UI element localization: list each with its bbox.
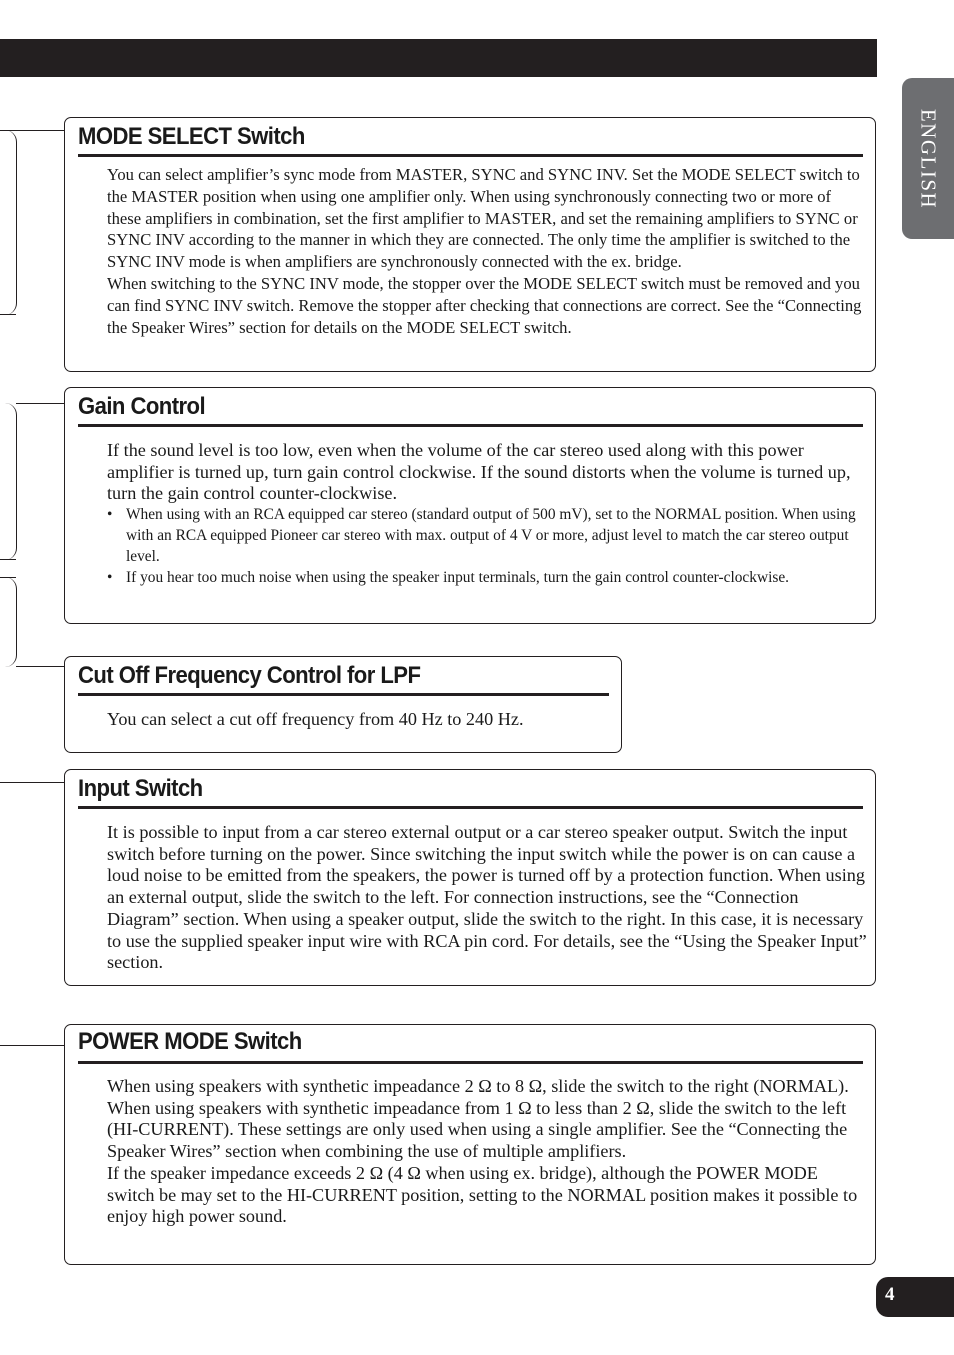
list-item: • When using with an RCA equipped car stereo (standard output of 500 mV), set to the NORMAL position. When using with an RCA equipped Pioneer car stereo with max. output of 4 V or more, adjust level to match the car stereo output level.: [107, 505, 869, 567]
bullet-list: [107, 505, 869, 588]
connector-line-2b: [0, 559, 16, 560]
connector-line-3b: [16, 666, 64, 667]
section-title: Cut Off Frequency Control for LPF: [78, 662, 421, 689]
language-tab-label: ENGLISH: [916, 108, 941, 209]
connector-line-4: [0, 782, 64, 783]
paragraph: If the speaker impedance exceeds 2 Ω (4 Ω when using ex. bridge), although the POWER MODE switch be may set to the HI-CURRENT position, setting to the NORMAL position makes it possible to enjoy high power sound.: [107, 1162, 858, 1227]
connector-bracket-3: [0, 577, 17, 667]
section-cut-off-frequency: [64, 656, 622, 753]
paragraph: When using speakers with synthetic impeadance 2 Ω to 8 Ω, slide the switch to the right (NORMAL). When using speakers with synthetic impeadance from 1 Ω to less than 2 Ω, slide the switch to the left (HI-CURRENT). These settings are only used when using a single amplifier. See the “Connecting the Speaker Wires” section when combining the use of multiple amplifiers.: [107, 1076, 849, 1162]
section-title: MODE SELECT Switch: [78, 123, 305, 150]
page-number-badge: [876, 1277, 954, 1317]
paragraph: It is possible to input from a car stereo external output or a car stereo speaker output. Switch the input switch before turning on the power. Since switching the input switch while the power is on can cause a loud noise to be emitted from the speakers, the power is turned off by a protection function. When using an external output, slide the switch to the left. For connection instructions, see the “Connection Diagram” section. When using a speaker output, slide the switch to the right. In this case, it is necessary to use the supplied speaker input wire with RCA pin cord. For details, see the “Using the Speaker Input” section.: [107, 822, 867, 973]
title-underline: [78, 154, 863, 157]
connector-line-1a: [16, 130, 64, 131]
paragraph: You can select amplifier’s sync mode from MASTER, SYNC and SYNC INV. Set the MODE SELECT switch to the MASTER position when using one amplifier only. When using synchronously connecting two or more of these amplifiers in combination, set the first amplifier to MASTER, and set the remaining amplifiers to SYNC or SYNC INV according to the manner in which they are connected. The only time the amplifier is switched to the SYNC INV mode is when amplifiers are synchronously connected with the ex. bridge.: [107, 165, 860, 272]
section-input-switch: [64, 769, 876, 986]
section-mode-select: [64, 117, 876, 372]
section-title: POWER MODE Switch: [78, 1028, 302, 1055]
connector-bracket-1-side: [0, 130, 17, 315]
connector-line-1b: [0, 314, 16, 315]
section-title: Input Switch: [78, 775, 203, 802]
language-tab: [902, 78, 954, 239]
title-underline: [78, 806, 863, 809]
connector-line-2a: [16, 403, 64, 404]
paragraph: If the sound level is too low, even when the volume of the car stereo used along with this power amplifier is turned up, turn gain control clockwise. If the sound distorts when the volume is turned up, turn the gain control counter-clockwise.: [107, 440, 851, 504]
list-item: • If you hear too much noise when using the speaker input terminals, turn the gain control counter-clockwise.: [107, 568, 869, 589]
section-body: [107, 164, 867, 338]
section-body: [107, 1076, 867, 1228]
header-bar: [0, 39, 877, 77]
connector-line-3a: [0, 577, 16, 578]
section-body: [107, 440, 869, 588]
title-underline: [78, 424, 863, 427]
connector-line-5: [0, 1045, 64, 1046]
section-body: [107, 822, 869, 974]
section-title: Gain Control: [78, 393, 206, 420]
section-gain-control: [64, 387, 876, 624]
section-power-mode: [64, 1024, 876, 1265]
paragraph: You can select a cut off frequency from 40 Hz to 240 Hz.: [107, 709, 524, 729]
page-number: 4: [885, 1284, 895, 1305]
paragraph: When switching to the SYNC INV mode, the stopper over the MODE SELECT switch must be removed and you can find SYNC INV switch. Remove the stopper after checking that connections are correct. See the “Connecting the Speaker Wires” section for details on the MODE SELECT switch.: [107, 273, 862, 337]
section-body: [107, 709, 607, 731]
connector-bracket-2: [0, 403, 17, 560]
title-underline: [78, 693, 609, 696]
title-underline: [78, 1061, 863, 1064]
